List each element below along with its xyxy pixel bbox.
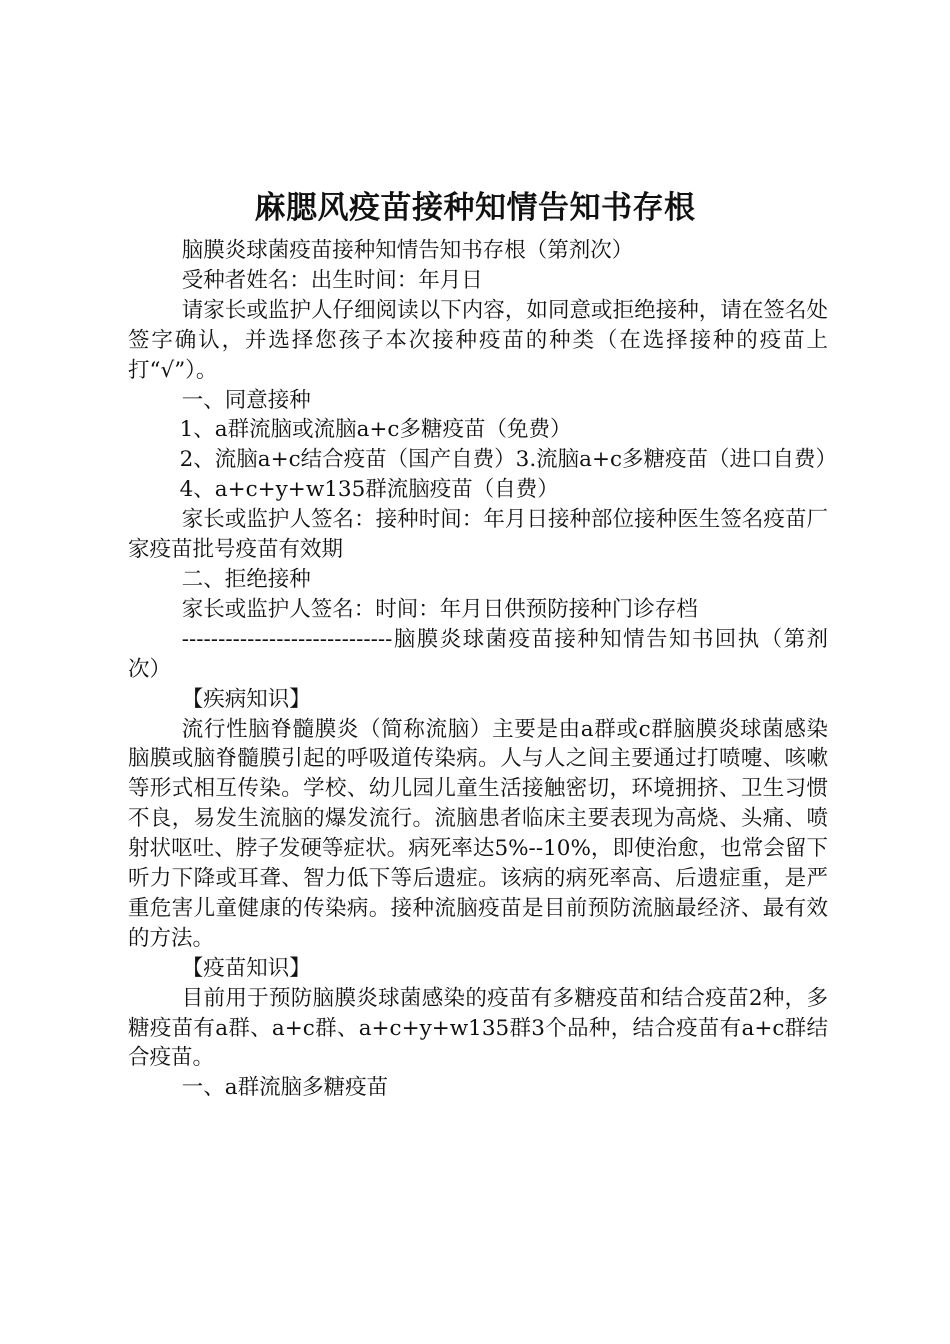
paragraph-disease-heading: 【疾病知识】 (181, 686, 311, 712)
paragraph-vaccine-option-1: 1、a群流脑或流脑a+c多糖疫苗（免费） (179, 417, 572, 443)
paragraph-vaccine-option-2-3: 2、流脑a+c结合疫苗（国产自费）3.流脑a+c多糖疫苗（进口自费） (179, 447, 838, 473)
document-body (128, 236, 838, 1103)
paragraph-consent-signature: 家长或监护人签名：接种时间：年月日接种部位接种医生签名疫苗厂家疫苗批号疫苗有效期 (128, 507, 828, 563)
paragraph-receipt-heading: -----------------------------脑膜炎球菌疫苗接种知情告知书回执（第剂次） (128, 626, 828, 682)
paragraph-refusal-heading: 二、拒绝接种 (181, 566, 311, 592)
paragraph-recipient-info: 受种者姓名：出生时间：年月日 (181, 267, 483, 293)
paragraph-refusal-signature: 家长或监护人签名：时间：年月日供预防接种门诊存档 (181, 596, 698, 622)
paragraph-section-a-vaccine: 一、a群流脑多糖疫苗 (181, 1075, 389, 1101)
paragraph-stub-heading: 脑膜炎球菌疫苗接种知情告知书存根（第剂次） (181, 238, 634, 263)
paragraph-vaccine-knowledge: 目前用于预防脑膜炎球菌感染的疫苗有多糖疫苗和结合疫苗2种，多糖疫苗有a群、a+c群、a+c+y+w135群3个品种，结合疫苗有a+c群结合疫苗。 (128, 985, 828, 1071)
paragraph-disease-knowledge: 流行性脑脊髓膜炎（简称流脑）主要是由a群或c群脑膜炎球菌感染脑膜或脑脊髓膜引起的呼吸道传染病。人与人之间主要通过打喷嚏、咳嗽等形式相互传染。学校、幼儿园儿童生活接触密切，环境拥挤、卫生习惯不良，易发生流脑的爆发流行。流脑患者临床主要表现为高烧、头痛、喷射状呕吐、脖子发硬等症状。病死率达5%--10%，即使治愈，也常会留下听力下降或耳聋、智力低下等后遗症。该病的病死率高、后遗症重，是严重危害儿童健康的传染病。接种流脑疫苗是目前预防流脑最经济、最有效的方法。 (128, 716, 828, 951)
paragraph-instructions: 请家长或监护人仔细阅读以下内容，如同意或拒绝接种，请在签名处签字确认，并选择您孩子本次接种疫苗的种类（在选择接种的疫苗上打“√”）。 (128, 297, 828, 383)
paragraph-vaccine-option-4: 4、a+c+y+w135群流脑疫苗（自费） (179, 477, 559, 503)
paragraph-consent-heading: 一、同意接种 (181, 387, 311, 413)
paragraph-vaccine-heading: 【疫苗知识】 (181, 955, 311, 981)
document-title: 麻腮风疫苗接种知情告知书存根 (254, 190, 696, 226)
